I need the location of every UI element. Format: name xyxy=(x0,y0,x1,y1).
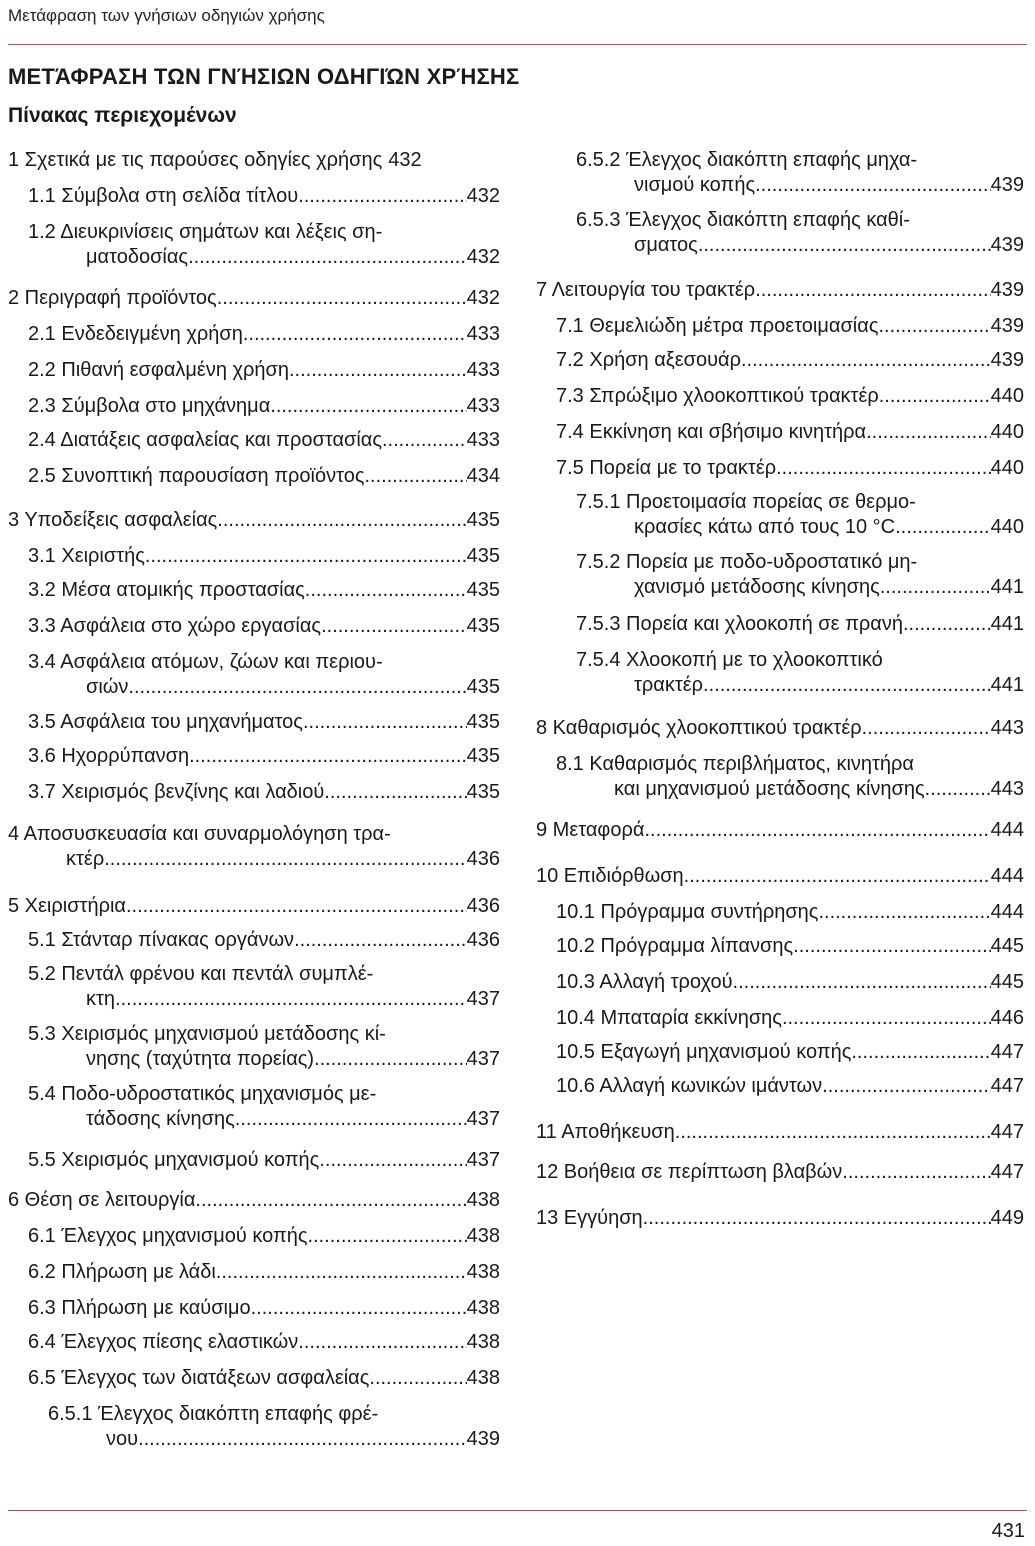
toc-entry[interactable] xyxy=(8,1366,500,1391)
toc-entry[interactable] xyxy=(8,1260,500,1285)
toc-entry-title: 2.5 Συνοπτική παρουσίαση προϊόντος xyxy=(28,465,365,487)
toc-leader-dots xyxy=(321,614,467,639)
toc-page-number: 436 xyxy=(466,848,500,870)
toc-page-number: 440 xyxy=(990,516,1024,538)
toc-page-number: 435 xyxy=(466,545,500,567)
toc-entry[interactable] xyxy=(8,1188,500,1213)
toc-page-number: 438 xyxy=(466,1189,500,1211)
toc-entry-title-continued: νου xyxy=(106,1428,139,1450)
toc-entry-title: 7 Λειτουργία του τρακτέρ xyxy=(536,279,756,301)
toc-leader-dots xyxy=(217,286,467,311)
toc-page-number: 449 xyxy=(990,1207,1024,1229)
toc-entry[interactable] xyxy=(8,358,500,383)
toc-entry[interactable] xyxy=(8,1224,500,1249)
toc-leader-dots xyxy=(644,818,990,843)
toc-entry[interactable] xyxy=(536,314,1024,339)
toc-page-number: 435 xyxy=(466,676,500,698)
toc-entry-title: 6.4 Έλεγχος πίεσης ελαστικών xyxy=(28,1331,299,1353)
toc-entry-title: 10.4 Μπαταρία εκκίνησης xyxy=(556,1007,782,1029)
toc-page-number: 436 xyxy=(466,929,500,951)
toc-page-number: 432 xyxy=(466,185,500,207)
toc-leader-dots xyxy=(188,245,467,270)
toc-page-number: 440 xyxy=(990,457,1024,479)
toc-page-number: 432 xyxy=(466,246,500,268)
toc-page-number: 434 xyxy=(466,465,500,487)
toc-page-number: 437 xyxy=(466,1149,500,1171)
toc-leader-dots xyxy=(643,1206,991,1231)
toc-entry[interactable] xyxy=(8,894,500,919)
toc-entry[interactable] xyxy=(536,1206,1024,1231)
toc-entry-title: 5.2 Πεντάλ φρένου και πεντάλ συμπλέ- xyxy=(28,963,374,985)
toc-entry[interactable] xyxy=(8,1148,500,1173)
toc-entry[interactable] xyxy=(8,148,500,173)
running-header: Μετάφραση των γνήσιων οδηγιών χρήσης xyxy=(8,6,325,25)
toc-leader-dots xyxy=(755,173,991,198)
toc-entry[interactable] xyxy=(536,384,1024,409)
toc-leader-dots xyxy=(308,1224,467,1249)
toc-entry-title: 7.5.4 Χλοοκοπή με το χλοοκοπτικό xyxy=(576,649,883,671)
toc-entry[interactable] xyxy=(536,1160,1024,1185)
toc-page-number: 440 xyxy=(990,421,1024,443)
toc-leader-dots xyxy=(776,456,991,481)
toc-page-number: 439 xyxy=(990,279,1024,301)
toc-leader-dots xyxy=(270,394,466,419)
toc-leader-dots xyxy=(895,515,991,540)
toc-entry[interactable] xyxy=(8,508,500,533)
toc-entry[interactable] xyxy=(536,550,1024,600)
toc-entry-title: 6.3 Πλήρωση με καύσιμο xyxy=(28,1297,251,1319)
toc-leader-dots xyxy=(703,673,991,698)
toc-entry-title-continued: σιών xyxy=(86,676,129,698)
toc-entry-title: 2.2 Πιθανή εσφαλμένη χρήση xyxy=(28,359,289,381)
toc-page-number: 438 xyxy=(466,1261,500,1283)
toc-entry-title: 6.5.1 Έλεγχος διακόπτη επαφής φρέ- xyxy=(48,1403,379,1425)
toc-entry-title: 3.6 Ηχορρύπανση xyxy=(28,745,190,767)
toc-page-number: 437 xyxy=(466,1108,500,1130)
toc-entry-title: 11 Αποθήκευση xyxy=(536,1121,675,1143)
toc-entry-title: 9 Μεταφορά xyxy=(536,819,645,841)
toc-entry-title: 7.4 Εκκίνηση και σβήσιμο κινητήρα xyxy=(556,421,867,443)
toc-leader-dots xyxy=(305,578,467,603)
toc-leader-dots xyxy=(878,314,990,339)
toc-leader-dots xyxy=(842,1160,990,1185)
toc-page-number: 438 xyxy=(466,1331,500,1353)
toc-entry-title-continued: τρακτέρ xyxy=(634,674,704,696)
toc-page-number: 439 xyxy=(990,315,1024,337)
toc-entry[interactable] xyxy=(536,348,1024,373)
toc-entry[interactable] xyxy=(536,490,1024,540)
toc-page-number: 447 xyxy=(990,1121,1024,1143)
toc-page-number: 446 xyxy=(990,1007,1024,1029)
toc-page-number: 438 xyxy=(466,1225,500,1247)
toc-entry-title: 6.5 Έλεγχος των διατάξεων ασφαλείας xyxy=(28,1367,370,1389)
toc-entry-title: 5.3 Χειρισμός μηχανισμού μετάδοσης κί- xyxy=(28,1023,386,1045)
toc-entry[interactable] xyxy=(536,1040,1024,1065)
toc-page-number: 435 xyxy=(466,711,500,733)
toc-leader-dots xyxy=(741,348,991,373)
toc-entry-title: 4 Αποσυσκευασία και συναρμολόγηση τρα- xyxy=(8,823,391,845)
toc-entry[interactable] xyxy=(536,1120,1024,1145)
toc-entry-title: 10.5 Εξαγωγή μηχανισμού κοπής xyxy=(556,1041,852,1063)
toc-page-number: 433 xyxy=(466,359,500,381)
toc-leader-dots xyxy=(126,894,467,919)
toc-entry[interactable] xyxy=(8,428,500,453)
toc-entry-title: 3.4 Ασφάλεια ατόμων, ζώων και περιου- xyxy=(28,651,383,673)
toc-entry[interactable] xyxy=(8,464,500,489)
toc-entry-title: 10.2 Πρόγραμμα λίπανσης xyxy=(556,935,794,957)
toc-entry[interactable] xyxy=(536,420,1024,445)
toc-leader-dots xyxy=(314,1047,467,1072)
toc-entry[interactable] xyxy=(8,928,500,953)
toc-entry[interactable] xyxy=(8,544,500,569)
toc-entry-title-continued: κτέρ xyxy=(66,848,105,870)
toc-entry-title-continued: κρασίες κάτω από τους 10 °C xyxy=(634,516,896,538)
toc-entry[interactable] xyxy=(8,822,500,872)
toc-page-number: 443 xyxy=(990,717,1024,739)
toc-entry-title: 6.5.3 Έλεγχος διακόπτη επαφής καθί- xyxy=(576,209,910,231)
toc-entry[interactable] xyxy=(536,900,1024,925)
toc-leader-dots xyxy=(235,1107,467,1132)
toc-heading: Πίνακας περιεχομένων xyxy=(8,104,237,127)
toc-leader-dots xyxy=(289,358,467,383)
toc-entry-title: 5.5 Χειρισμός μηχανισμού κοπής xyxy=(28,1149,320,1171)
toc-entry-title: 3 Υποδείξεις ασφαλείας xyxy=(8,509,218,531)
toc-leader-dots xyxy=(851,1040,990,1065)
toc-entry[interactable] xyxy=(536,970,1024,995)
toc-entry-title: 8 Καθαρισμός χλοοκοπτικού τρακτέρ xyxy=(536,717,862,739)
toc-leader-dots xyxy=(755,278,990,303)
toc-leader-dots xyxy=(364,464,466,489)
toc-entry[interactable] xyxy=(8,710,500,735)
toc-leader-dots xyxy=(104,847,466,872)
toc-entry[interactable] xyxy=(536,818,1024,843)
toc-entry-title: 6 Θέση σε λειτουργία xyxy=(8,1189,196,1211)
page-number: 431 xyxy=(991,1520,1025,1542)
toc-entry-title: 3.2 Μέσα ατομικής προστασίας xyxy=(28,579,305,601)
toc-page-number: 439 xyxy=(990,349,1024,371)
toc-leader-dots xyxy=(128,675,466,700)
toc-page-number: 439 xyxy=(466,1428,500,1450)
toc-leader-dots xyxy=(243,322,467,347)
toc-entry-title: 10.3 Αλλαγή τροχού xyxy=(556,971,733,993)
toc-entry[interactable] xyxy=(536,612,1024,637)
toc-leader-dots xyxy=(793,934,990,959)
toc-entry[interactable] xyxy=(536,864,1024,889)
toc-page-number: 447 xyxy=(990,1161,1024,1183)
toc-entry-title-continued: χανισμό μετάδοσης κίνησης xyxy=(634,576,880,598)
toc-leader-dots xyxy=(818,900,990,925)
toc-entry-title-continued: και μηχανισμού μετάδοσης κίνησης xyxy=(614,778,925,800)
toc-page-number: 437 xyxy=(466,1048,500,1070)
toc-leader-dots xyxy=(298,1330,466,1355)
toc-entry[interactable] xyxy=(8,1022,500,1072)
toc-page-number: 438 xyxy=(466,1297,500,1319)
toc-leader-dots xyxy=(675,1120,991,1145)
toc-entry-title: 7.3 Σπρώξιμο χλοοκοπτικού τρακτέρ xyxy=(556,385,879,407)
toc-entry[interactable] xyxy=(8,286,500,311)
toc-page-number: 441 xyxy=(990,576,1024,598)
toc-leader-dots xyxy=(925,777,991,802)
toc-leader-dots xyxy=(822,1074,990,1099)
toc-entry[interactable] xyxy=(8,1402,500,1452)
toc-page-number: 433 xyxy=(466,323,500,345)
toc-leader-dots xyxy=(195,1188,466,1213)
toc-page-number: 438 xyxy=(466,1367,500,1389)
toc-entry[interactable] xyxy=(536,752,1024,802)
toc-leader-dots xyxy=(303,710,467,735)
toc-entry-title: 7.5.1 Προετοιμασία πορείας σε θερμο- xyxy=(576,491,916,513)
toc-entry-title: 6.5.2 Έλεγχος διακόπτη επαφής μηχα- xyxy=(576,149,918,171)
toc-page-number: 441 xyxy=(990,674,1024,696)
toc-page-number: 435 xyxy=(466,781,500,803)
toc-entry-title: 3.5 Ασφάλεια του μηχανήματος xyxy=(28,711,303,733)
toc-entry-title-continued: τάδοσης κίνησης xyxy=(86,1108,235,1130)
toc-entry[interactable] xyxy=(8,1296,500,1321)
toc-entry[interactable] xyxy=(536,148,1024,198)
toc-entry[interactable] xyxy=(536,1006,1024,1031)
toc-page-number: 444 xyxy=(990,865,1024,887)
toc-page-number: 432 xyxy=(466,287,500,309)
toc-entry-title-continued: σματος xyxy=(634,234,698,256)
toc-page-number: 440 xyxy=(990,385,1024,407)
toc-entry[interactable] xyxy=(536,208,1024,258)
toc-entry-title: 2.1 Ενδεδειγμένη χρήση xyxy=(28,323,243,345)
toc-page-number: 447 xyxy=(990,1075,1024,1097)
toc-leader-dots xyxy=(115,987,467,1012)
toc-entry-title: 7.5.3 Πορεία και χλοοκοπή σε πρανή xyxy=(576,613,903,635)
toc-entry-title: 7.5.2 Πορεία με ποδο-υδροστατικό μη- xyxy=(576,551,918,573)
toc-entry[interactable] xyxy=(8,614,500,639)
toc-leader-dots xyxy=(879,384,991,409)
toc-leader-dots xyxy=(903,612,991,637)
toc-entry-title: 5.4 Ποδο-υδροστατικός μηχανισμός με- xyxy=(28,1083,377,1105)
toc-leader-dots xyxy=(138,1427,467,1452)
toc-leader-dots xyxy=(217,508,466,533)
toc-entry-title: 1.1 Σύμβολα στη σελίδα τίτλου xyxy=(28,185,299,207)
toc-leader-dots xyxy=(298,184,466,209)
toc-leader-dots xyxy=(251,1296,467,1321)
toc-entry-title: 2 Περιγραφή προϊόντος xyxy=(8,287,217,309)
toc-page-number: 443 xyxy=(990,778,1024,800)
toc-entry[interactable] xyxy=(536,934,1024,959)
toc-entry-title: 5 Χειριστήρια xyxy=(8,895,126,917)
toc-entry-title: 2.4 Διατάξεις ασφαλείας και προστασίας xyxy=(28,429,382,451)
toc-page-number: 435 xyxy=(466,579,500,601)
toc-entry-title: 10.6 Αλλαγή κωνικών ιμάντων xyxy=(556,1075,823,1097)
toc-leader-dots xyxy=(733,970,991,995)
toc-entry-title: 3.1 Χειριστής xyxy=(28,545,145,567)
toc-leader-dots xyxy=(382,428,467,453)
toc-leader-dots xyxy=(294,928,467,953)
toc-entry-title: 10.1 Πρόγραμμα συντήρησης xyxy=(556,901,819,923)
toc-leader-dots xyxy=(684,864,991,889)
document-title: ΜΕΤΆΦΡΑΣΗ ΤΩΝ ΓΝΉΣΙΩΝ ΟΔΗΓΙΏΝ ΧΡΉΣΗΣ xyxy=(8,64,520,89)
toc-entry-title: 1.2 Διευκρινίσεις σημάτων και λέξεις ση- xyxy=(28,221,383,243)
toc-leader-dots xyxy=(189,744,467,769)
toc-leader-dots xyxy=(145,544,467,569)
toc-entry[interactable] xyxy=(8,780,500,805)
top-divider xyxy=(8,44,1027,45)
toc-page-number: 445 xyxy=(990,971,1024,993)
toc-page-number: 433 xyxy=(466,429,500,451)
toc-entry[interactable] xyxy=(536,716,1024,741)
toc-page-number: 444 xyxy=(990,901,1024,923)
toc-page-number: 447 xyxy=(990,1041,1024,1063)
toc-page-number: 436 xyxy=(466,895,500,917)
toc-leader-dots xyxy=(862,716,991,741)
toc-entry-title: 5.1 Στάνταρ πίνακας οργάνων xyxy=(28,929,295,951)
toc-entry-title-continued: νησης (ταχύτητα πορείας) xyxy=(86,1048,315,1070)
toc-leader-dots xyxy=(880,575,991,600)
toc-entry-title: 2.3 Σύμβολα στο μηχάνημα xyxy=(28,395,271,417)
toc-entry-title: 7.1 Θεμελιώδη μέτρα προετοιμασίας xyxy=(556,315,879,337)
toc-entry[interactable] xyxy=(536,278,1024,303)
bottom-divider xyxy=(8,1510,1027,1511)
toc-entry-title: 10 Επιδιόρθωση xyxy=(536,865,684,887)
toc-page-number: 439 xyxy=(990,234,1024,256)
toc-page-number: 432 xyxy=(388,149,422,171)
toc-entry-title: 12 Βοήθεια σε περίπτωση βλαβών xyxy=(536,1161,843,1183)
toc-entry-title: 8.1 Καθαρισμός περιβλήματος, κινητήρα xyxy=(556,753,914,775)
toc-page-number: 445 xyxy=(990,935,1024,957)
toc-entry-title-continued: νισμού κοπής xyxy=(634,174,756,196)
toc-entry-title: 7.2 Χρήση αξεσουάρ xyxy=(556,349,741,371)
toc-entry[interactable] xyxy=(8,1082,500,1132)
toc-entry-title-continued: ματοδοσίας xyxy=(86,246,189,268)
toc-entry[interactable] xyxy=(536,1074,1024,1099)
toc-page-number: 439 xyxy=(990,174,1024,196)
toc-leader-dots xyxy=(319,1148,466,1173)
toc-entry[interactable] xyxy=(8,184,500,209)
toc-entry[interactable] xyxy=(536,456,1024,481)
toc-page-number: 435 xyxy=(466,615,500,637)
toc-entry-title: 3.3 Ασφάλεια στο χώρο εργασίας xyxy=(28,615,322,637)
toc-leader-dots xyxy=(698,233,991,258)
toc-leader-dots xyxy=(324,780,466,805)
toc-page-number: 437 xyxy=(466,988,500,1010)
toc-leader-dots xyxy=(216,1260,467,1285)
toc-entry-title: 6.1 Έλεγχος μηχανισμού κοπής xyxy=(28,1225,308,1247)
toc-page-number: 433 xyxy=(466,395,500,417)
toc-entry-title: 6.2 Πλήρωση με λάδι xyxy=(28,1261,216,1283)
toc-entry[interactable] xyxy=(8,578,500,603)
toc-page-number: 444 xyxy=(990,819,1024,841)
toc-entry[interactable] xyxy=(8,744,500,769)
toc-entry[interactable] xyxy=(8,394,500,419)
toc-entry[interactable] xyxy=(8,962,500,1012)
toc-leader-dots xyxy=(866,420,991,445)
toc-leader-dots xyxy=(369,1366,466,1391)
toc-page-number: 441 xyxy=(990,613,1024,635)
toc-entry[interactable] xyxy=(8,1330,500,1355)
toc-entry[interactable] xyxy=(8,220,500,270)
toc-page-number: 435 xyxy=(466,509,500,531)
toc-entry-title: 13 Εγγύηση xyxy=(536,1207,643,1229)
toc-entry[interactable] xyxy=(536,648,1024,698)
toc-entry-title: 3.7 Χειρισμός βενζίνης και λαδιού xyxy=(28,781,325,803)
toc-entry-title-continued: κτη xyxy=(86,988,116,1010)
toc-page-number: 435 xyxy=(466,745,500,767)
toc-entry-title: 1 Σχετικά με τις παρούσες οδηγίες χρήσης xyxy=(8,149,383,171)
toc-entry-title: 7.5 Πορεία με το τρακτέρ xyxy=(556,457,777,479)
toc-leader-dots xyxy=(782,1006,991,1031)
toc-entry[interactable] xyxy=(8,650,500,700)
toc-entry[interactable] xyxy=(8,322,500,347)
